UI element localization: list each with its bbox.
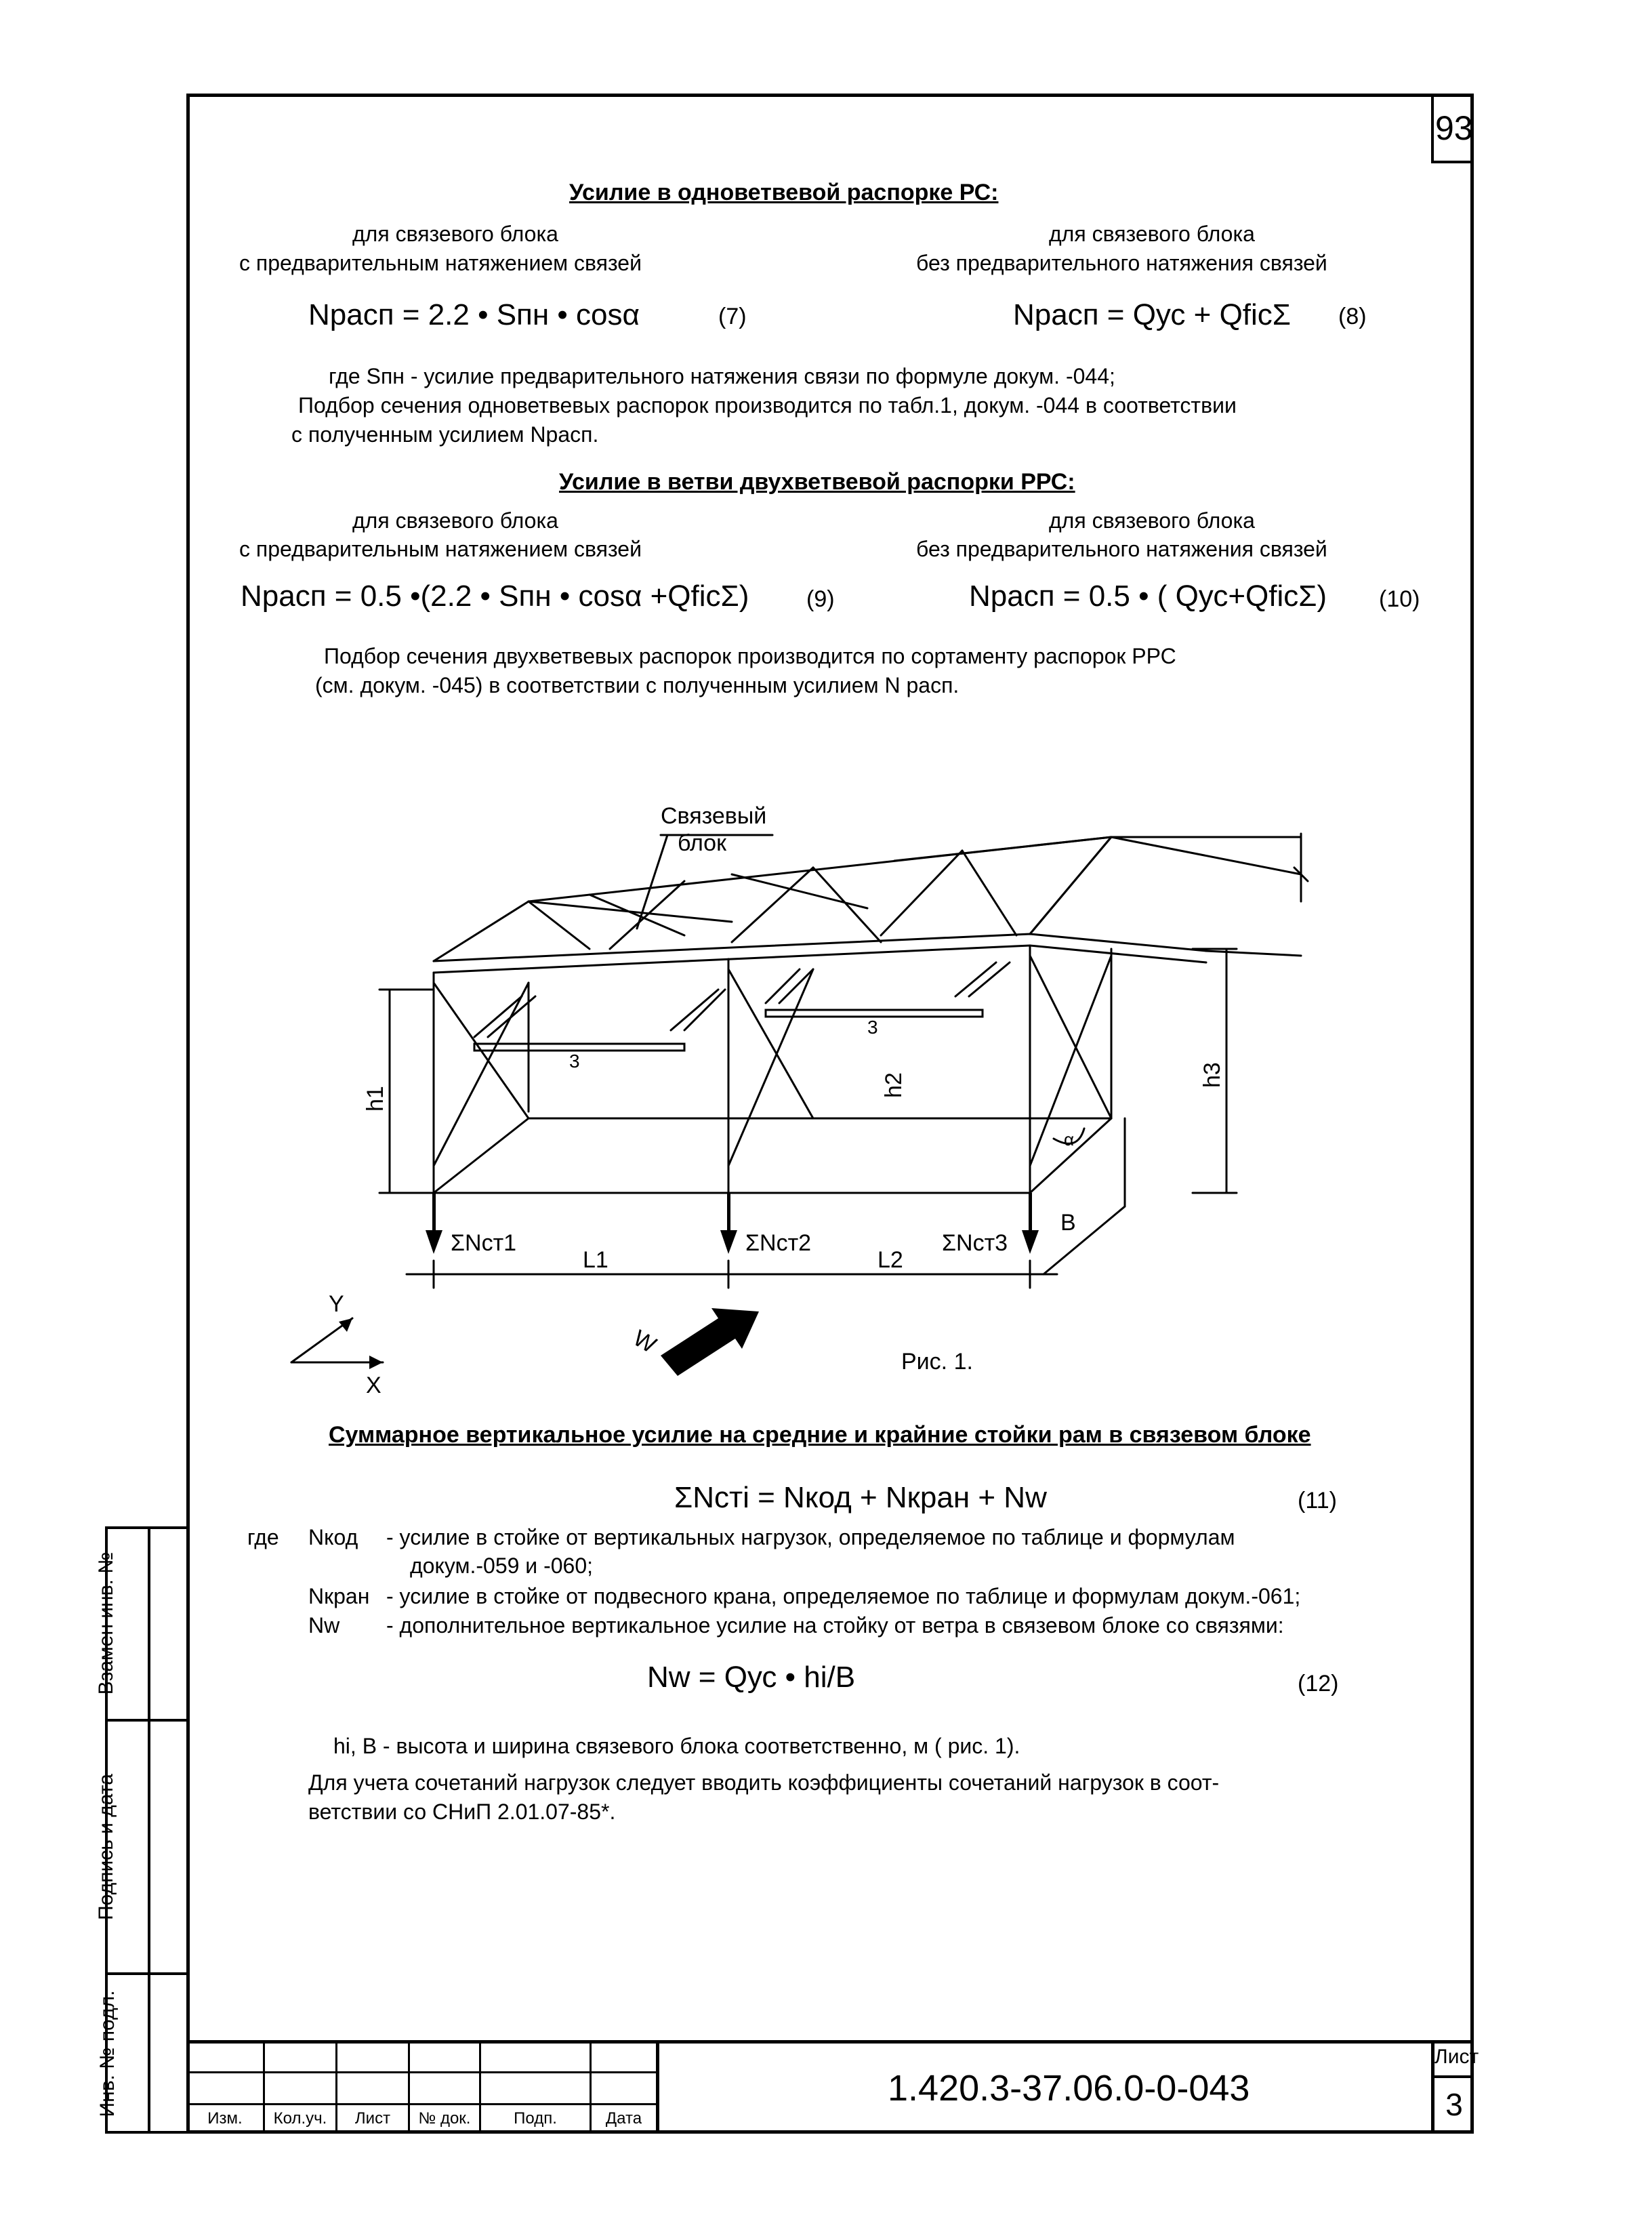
fig-n1: ΣNст1 [451, 1230, 517, 1256]
fig-h2: h2 [881, 1072, 907, 1098]
arrow-n2-head [720, 1230, 737, 1254]
formula-10-number: (10) [1379, 586, 1420, 612]
note-2-line-1: Для учета сочетаний нагрузок следует вводить коэффициенты сочетаний нагрузок в соот- [308, 1770, 1220, 1795]
roof-beam-front-top [434, 934, 1206, 961]
arrow-n2-shaft [727, 1193, 730, 1234]
formula-10: Nрасп = 0.5 • ( Qус+QficΣ) [969, 580, 1327, 613]
sheet-label-divider [1431, 2075, 1474, 2078]
s1-selection-2: с полученным усилием Nрасп. [291, 422, 599, 447]
s2-selection-2: (см. докум. -045) в соответствии с полученным усилием N расп. [315, 673, 959, 697]
formula-12-number: (12) [1298, 1671, 1339, 1696]
note-1: hi, B - высота и ширина связевого блока соответственно, м ( рис. 1). [333, 1734, 1020, 1758]
s2-right-caption-2: без предварительного натяжения связей [916, 537, 1327, 561]
roof-slope-left [434, 901, 529, 961]
fig-caption: Рис. 1. [901, 1349, 973, 1375]
axis-y-head [339, 1318, 352, 1332]
col-doc-no: № док. [418, 2109, 471, 2128]
grid-row [186, 2103, 657, 2105]
def3-text: - дополнительное вертикальное усилие на стойку от ветра в связевом блоке со связями: [386, 1613, 1284, 1638]
arrow-n1-head [426, 1230, 442, 1254]
fig-b: B [1060, 1210, 1076, 1236]
section3-heading: Суммарное вертикальное усилие на средние и крайние стойки рам в связевом блоке [329, 1422, 1311, 1448]
section1-heading: Усилие в одноветвевой распорке РС: [569, 180, 999, 205]
formula-9: Nрасп = 0.5 •(2.2 • Sпн • cosα +QficΣ) [241, 580, 749, 613]
arrow-n1-shaft [432, 1193, 436, 1234]
fig-wind: W [629, 1325, 661, 1359]
extension-break [1294, 834, 1308, 901]
s1-left-caption-1: для связевого блока [352, 222, 558, 246]
title-block-top [186, 2040, 1474, 2044]
fig-alpha: α [1064, 1129, 1075, 1150]
s1-where-text: где Sпн - усилие предварительного натяжения связи по формуле докум. -044; [329, 364, 1115, 388]
fig-axis-y: Y [329, 1291, 344, 1317]
ground-left [434, 1118, 529, 1193]
s2-left-caption-2: с предварительным натяжением связей [239, 537, 642, 561]
wind-arrow [661, 1308, 759, 1376]
crane-runway-2 [766, 1010, 983, 1017]
s1-right-caption-2: без предварительного натяжения связей [916, 251, 1327, 275]
col-kol-uch: Кол.уч. [273, 2109, 327, 2128]
sheet-number: 3 [1445, 2087, 1463, 2122]
side-stamp-divider [148, 1526, 150, 2134]
formula-8: Nрасп = Qус + QficΣ [1013, 298, 1291, 331]
roof-bracing [529, 837, 1111, 942]
note-2-line-2: ветствии со СНиП 2.01.07-85*. [308, 1800, 616, 1824]
fig-h1: h1 [363, 1086, 388, 1112]
formula-7-number: (7) [718, 304, 747, 329]
column-bracing-1 [434, 983, 529, 1166]
s2-left-caption-1: для связевого блока [352, 508, 558, 533]
col-list: Лист [354, 2109, 391, 2128]
fig-label-block-2: блок [678, 830, 726, 856]
dim-l [407, 1261, 1057, 1288]
axis-x-head [369, 1356, 383, 1369]
formula-7: Nрасп = 2.2 • Sпн • cosα [308, 298, 640, 331]
s2-right-caption-1: для связевого блока [1049, 508, 1255, 533]
s1-left-caption-2: с предварительным натяжением связей [239, 251, 642, 275]
def2-symbol: Nкран [308, 1584, 370, 1608]
side-stamp-divider [105, 1972, 190, 1975]
fig-crane-1: 3 [569, 1051, 580, 1072]
page-number: 93 [1435, 109, 1473, 147]
fig-axis-x: X [366, 1373, 381, 1398]
fig-n2: ΣNст2 [745, 1230, 812, 1256]
sheet-label: Лист [1434, 2046, 1479, 2068]
def1-symbol: Nкод [308, 1525, 358, 1549]
s1-selection-1: Подбор сечения одноветвевых распорок производится по табл.1, докум. -044 в соответствии [298, 393, 1237, 418]
formula-12: Nw = Qус • hi/B [647, 1661, 856, 1694]
stamp-signature-date: Подпись и дата [95, 1774, 117, 1920]
fig-l2: L2 [877, 1247, 903, 1273]
arrow-n3-shaft [1029, 1193, 1032, 1234]
grid-row [186, 2071, 657, 2073]
arrow-n3-head [1022, 1230, 1039, 1254]
fig-l1: L1 [583, 1247, 608, 1273]
s1-right-caption-1: для связевого блока [1049, 222, 1255, 246]
def2-text: - усилие в стойке от подвесного крана, определяемое по таблице и формулам докум.-061; [386, 1584, 1301, 1608]
where-label: где [247, 1525, 279, 1549]
section2-heading: Усилие в ветви двухветвевой распорки РРС: [559, 469, 1075, 495]
formula-11: ΣNстi = Nкод + Nкран + Nw [674, 1481, 1047, 1514]
dim-b [1044, 1118, 1125, 1274]
col-podp: Подп. [514, 2109, 557, 2128]
def3-symbol: Nw [308, 1613, 340, 1638]
col-izm: Изм. [207, 2109, 243, 2128]
stamp-replaced-inv: Взамен инв. № [95, 1551, 117, 1695]
side-stamp-divider [105, 1719, 190, 1722]
document-code: 1.420.3-37.06.0-0-043 [888, 2068, 1250, 2109]
roof-bracing-2 [529, 851, 962, 949]
fig-h3: h3 [1199, 1062, 1225, 1088]
fig-label-block-1: Связевый [661, 803, 767, 829]
col-data: Дата [605, 2109, 642, 2128]
s2-selection-1: Подбор сечения двухветвевых распорок производится по сортаменту распорок РРС [324, 644, 1176, 668]
roof-beam-back [529, 837, 1301, 901]
def1-text-1: - усилие в стойке от вертикальных нагрузок, определяемое по таблице и формулам [386, 1525, 1235, 1549]
crane-runway-1 [474, 1044, 684, 1051]
formula-9-number: (9) [806, 586, 835, 612]
formula-8-number: (8) [1338, 304, 1367, 329]
fig-crane-2: 3 [867, 1017, 878, 1038]
title-block-divider [656, 2040, 659, 2134]
crane-truss-2 [766, 962, 1010, 1003]
roof-beam-front [434, 946, 1206, 973]
stamp-inv-original: Инв. № подл. [96, 1990, 119, 2117]
formula-11-number: (11) [1298, 1488, 1337, 1513]
def1-text-2: докум.-059 и -060; [410, 1553, 593, 1578]
fig-n3: ΣNст3 [942, 1230, 1008, 1256]
